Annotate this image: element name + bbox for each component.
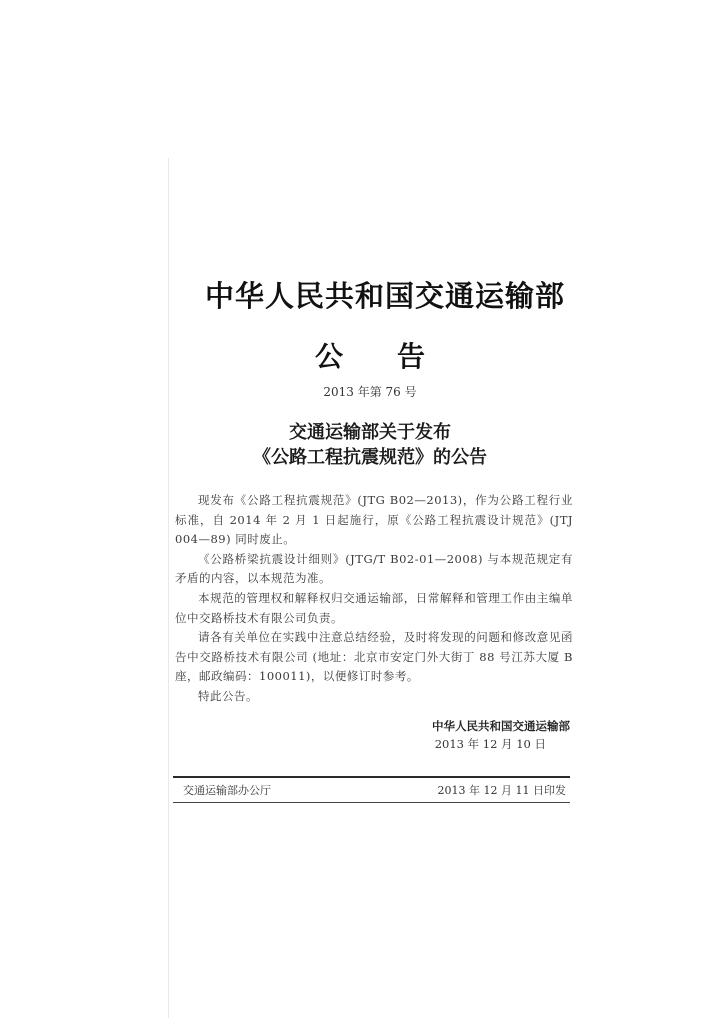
body-paragraph: 特此公告。 <box>198 688 258 703</box>
issuer-heading: 中华人民共和国交通运输部 <box>205 279 566 313</box>
footer-print-date: 2013 年 12 月 11 日印发 <box>437 784 566 797</box>
announcement-body <box>175 491 573 707</box>
footer-issuing-office: 交通运输部办公厅 <box>183 784 271 797</box>
document-type: 公告 <box>314 340 479 373</box>
body-paragraph: 请各有关单位在实践中注意总结经验，及时将发现的问题和修改意见函告中交路桥技术有限公司 (地址：北京市安定门外大街丁 88 号江苏大厦 B 座，邮政编码：100011)，以便修订时参考。 <box>175 630 573 684</box>
body-paragraph: 《公路桥梁抗震设计细则》(JTG/T B02-01—2008) 与本规范规定有矛盾的内容，以本规范为准。 <box>175 551 573 586</box>
signature-date: 2013 年 12 月 10 日 <box>434 737 546 751</box>
footer-top-rule <box>173 776 570 778</box>
signature-organization: 中华人民共和国交通运输部 <box>432 719 570 733</box>
announcement-title-line-2: 《公路工程抗震规范》的公告 <box>253 447 487 468</box>
body-paragraph: 现发布《公路工程抗震规范》(JTG B02—2013)，作为公路工程行业标准，自 2014 年 2 月 1 日起施行，原《公路工程抗震设计规范》(JTJ 004—89) 同时废止。 <box>175 493 573 547</box>
footer-bottom-rule <box>173 802 570 803</box>
document-number: 2013 年第 76 号 <box>323 385 417 399</box>
body-paragraph: 本规范的管理权和解释权归交通运输部，日常解释和管理工作由主编单位中交路桥技术有限公司负责。 <box>175 590 573 625</box>
announcement-title-line-1: 交通运输部关于发布 <box>289 422 451 443</box>
